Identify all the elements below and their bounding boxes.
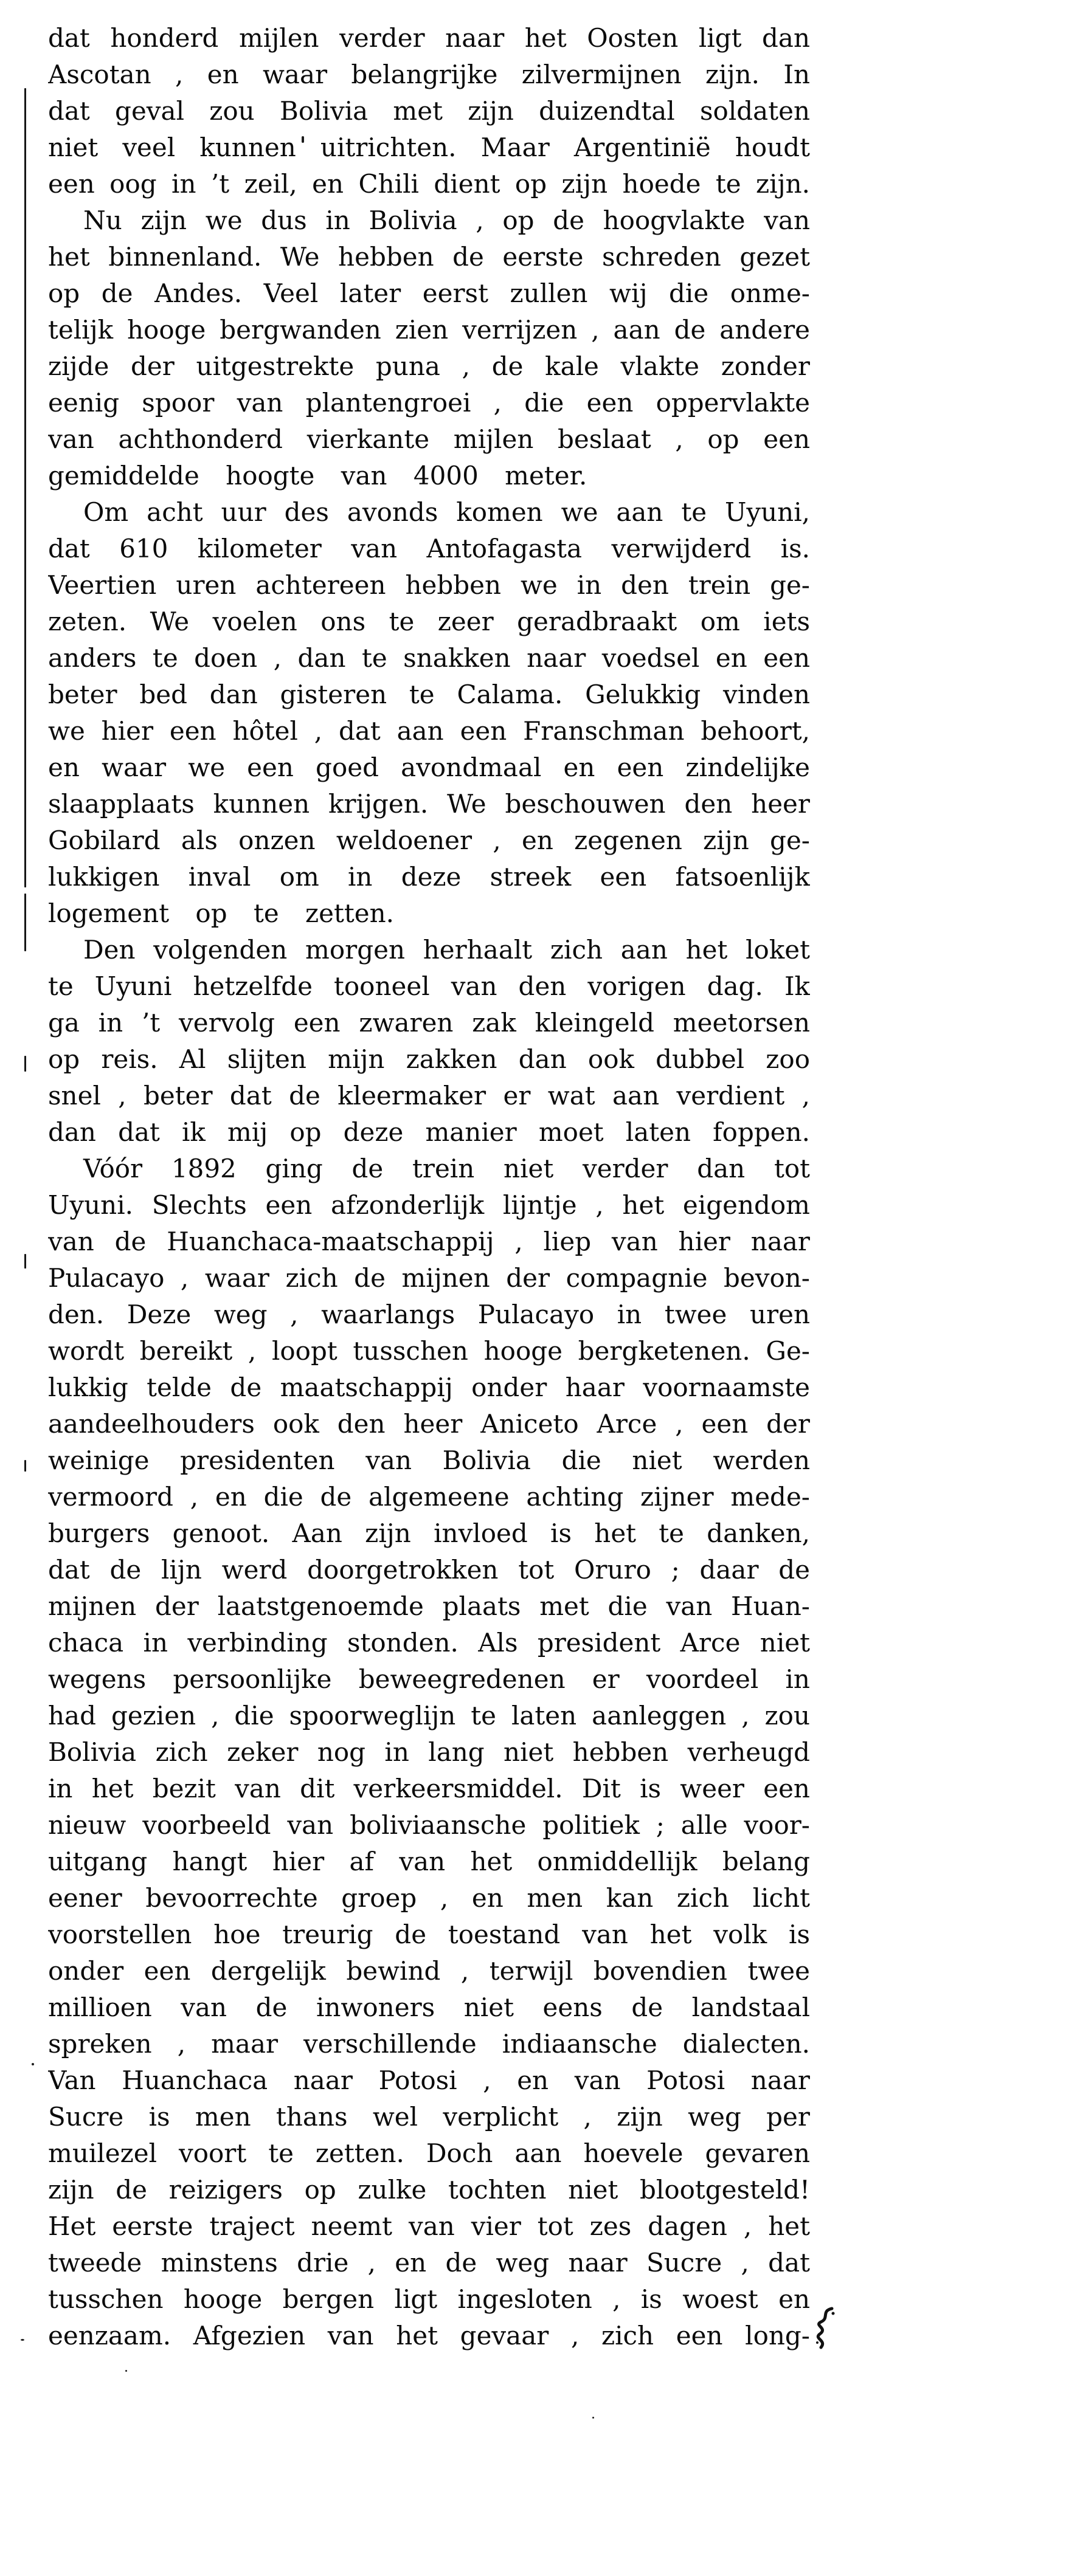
text-line: onder een dergelijk bewind , terwijl bovendien twee bbox=[48, 1956, 810, 1986]
text-line: anders te doen , dan te snakken naar voedsel en een bbox=[48, 643, 810, 673]
ink-speck bbox=[592, 2417, 594, 2419]
text-line: zijde der uitgestrekte puna , de kale vlakte zonder bbox=[48, 351, 810, 381]
text-line: zeten. We voelen ons te zeer geradbraakt om iets bbox=[48, 607, 810, 636]
text-line: een oog in ’t zeil, en Chili dient op zijn hoede te zijn. bbox=[48, 169, 810, 199]
text-line: Van Huanchaca naar Potosi , en van Potosi naar bbox=[48, 2065, 810, 2095]
text-line: en waar we een goed avondmaal en een zindelijke bbox=[48, 752, 810, 782]
text-line: we hier een hôtel , dat aan een Franschman behoort, bbox=[48, 716, 810, 746]
text-line: lukkigen inval om in deze streek een fatsoenlijk bbox=[48, 862, 810, 892]
text-line: gemiddelde hoogte van 4000 meter. bbox=[48, 461, 587, 491]
text-line: voorstellen hoe treurig de toestand van het volk is bbox=[48, 1920, 810, 1949]
text-line: Pulacayo , waar zich de mijnen der compagnie bevon- bbox=[48, 1263, 810, 1293]
text-line: wordt bereikt , loopt tusschen hooge bergketenen. Ge- bbox=[48, 1336, 810, 1366]
ink-speck bbox=[32, 2063, 34, 2065]
text-line: op reis. Al slijten mijn zakken dan ook dubbel zoo bbox=[48, 1044, 810, 1074]
text-line: beter bed dan gisteren te Calama. Gelukkig vinden bbox=[48, 680, 810, 709]
page-edge-line bbox=[24, 894, 26, 951]
text-line: eenzaam. Afgezien van het gevaar , zich een long- bbox=[48, 2321, 810, 2350]
text-line: had gezien , die spoorweglijn te laten aanleggen , zou bbox=[48, 1701, 810, 1731]
text-line: eenig spoor van plantengroei , die een oppervlakte bbox=[48, 388, 810, 418]
page-edge-line bbox=[24, 88, 26, 887]
text-line: Den volgenden morgen herhaalt zich aan het loket bbox=[83, 935, 810, 965]
text-line: mijnen der laatstgenoemde plaats met die van Huan- bbox=[48, 1591, 810, 1621]
text-line: uitgang hangt hier af van het onmiddellijk belang bbox=[48, 1847, 810, 1876]
text-line: aandeelhouders ook den heer Aniceto Arce , een der bbox=[48, 1409, 810, 1439]
page-edge-line bbox=[24, 1460, 26, 1472]
text-line: snel , beter dat de kleermaker er wat aan verdient , bbox=[48, 1081, 810, 1111]
text-line: het binnenland. We hebben de eerste schreden gezet bbox=[48, 242, 810, 272]
text-line: muilezel voort te zetten. Doch aan hoevele gevaren bbox=[48, 2138, 810, 2168]
text-line: van achthonderd vierkante mijlen beslaat , op een bbox=[48, 424, 810, 454]
text-line: Uyuni. Slechts een afzonderlijk lijntje , het eigendom bbox=[48, 1190, 810, 1220]
text-line: burgers genoot. Aan zijn invloed is het te danken, bbox=[48, 1518, 810, 1548]
text-line: Ascotan , en waar belangrijke zilvermijnen zijn. In bbox=[48, 60, 810, 89]
text-line: Sucre is men thans wel verplicht , zijn weg per bbox=[48, 2102, 810, 2132]
text-line: Veertien uren achtereen hebben we in den trein ge- bbox=[48, 570, 810, 600]
text-line: lukkig telde de maatschappij onder haar voornaamste bbox=[48, 1372, 810, 1402]
text-line: zijn de reizigers op zulke tochten niet blootgesteld! bbox=[48, 2175, 810, 2205]
text-line: Nu zijn we dus in Bolivia , op de hoogvlakte van bbox=[83, 205, 810, 235]
text-line: Gobilard als onzen weldoener , en zegenen zijn ge- bbox=[48, 825, 810, 855]
text-line: Om acht uur des avonds komen we aan te Uyuni, bbox=[83, 497, 810, 527]
text-line: Het eerste traject neemt van vier tot zes dagen , het bbox=[48, 2211, 810, 2241]
text-line: niet veel kunnen uitrichten. Maar Argentinië houdt bbox=[48, 133, 810, 162]
page-edge-line bbox=[24, 1056, 26, 1072]
text-line: vermoord , en die de algemeene achting zijner mede- bbox=[48, 1482, 810, 1512]
ink-speck bbox=[125, 2370, 127, 2372]
text-line: te Uyuni hetzelfde tooneel van den vorigen dag. Ik bbox=[48, 971, 810, 1001]
page-edge-line bbox=[24, 1254, 26, 1269]
text-line: tweede minstens drie , en de weg naar Sucre , dat bbox=[48, 2248, 810, 2278]
text-line: wegens persoonlijke beweegredenen er voordeel in bbox=[48, 1664, 810, 1694]
text-line: millioen van de inwoners niet eens de landstaal bbox=[48, 1992, 810, 2022]
text-line: nieuw voorbeeld van boliviaansche politiek ; alle voor- bbox=[48, 1810, 810, 1840]
text-line: eener bevoorrechte groep , en men kan zich licht bbox=[48, 1883, 810, 1913]
text-line: slaapplaats kunnen krijgen. We beschouwen den heer bbox=[48, 789, 810, 819]
text-line: Vóór 1892 ging de trein niet verder dan tot bbox=[83, 1154, 810, 1183]
text-line: Bolivia zich zeker nog in lang niet hebben verheugd bbox=[48, 1737, 810, 1767]
text-line: dat geval zou Bolivia met zijn duizendtal soldaten bbox=[48, 96, 810, 126]
text-line: weinige presidenten van Bolivia die niet werden bbox=[48, 1445, 810, 1475]
text-line: chaca in verbinding stonden. Als president Arce niet bbox=[48, 1628, 810, 1658]
text-line: dan dat ik mij op deze manier moet laten foppen. bbox=[48, 1117, 810, 1147]
text-line: tusschen hooge bergen ligt ingesloten , is woest en bbox=[48, 2284, 810, 2314]
ink-smudge bbox=[811, 2305, 839, 2358]
text-line: dat honderd mijlen verder naar het Oosten ligt dan bbox=[48, 23, 810, 53]
text-line: ga in ’t vervolg een zwaren zak kleingeld meetorsen bbox=[48, 1008, 810, 1038]
text-line: in het bezit van dit verkeersmiddel. Dit is weer een bbox=[48, 1774, 810, 1803]
text-line: op de Andes. Veel later eerst zullen wij die onme- bbox=[48, 278, 810, 308]
text-line: dat 610 kilometer van Antofagasta verwijderd is. bbox=[48, 534, 810, 563]
text-line: dat de lijn werd doorgetrokken tot Oruro ; daar de bbox=[48, 1555, 810, 1585]
text-line: telijk hooge bergwanden zien verrijzen , aan de andere bbox=[48, 315, 810, 345]
ink-speck bbox=[21, 2339, 24, 2341]
text-block bbox=[48, 20, 810, 2354]
text-line: den. Deze weg , waarlangs Pulacayo in twee uren bbox=[48, 1300, 810, 1329]
text-line: logement op te zetten. bbox=[48, 898, 395, 928]
text-line: spreken , maar verschillende indiaansche dialecten. bbox=[48, 2029, 810, 2059]
text-line: van de Huanchaca-maatschappij , liep van hier naar bbox=[48, 1227, 810, 1256]
